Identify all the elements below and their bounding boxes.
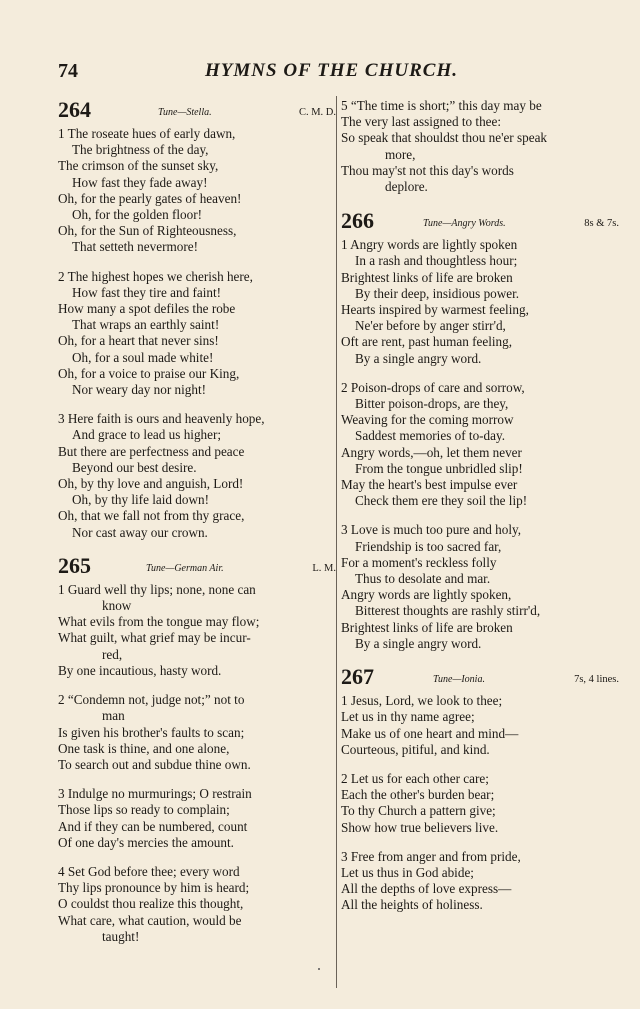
hymn-meter: L. M. xyxy=(312,562,336,574)
hymn-number: 264 xyxy=(58,97,91,122)
verse-line: Each the other's burden bear; xyxy=(341,787,495,803)
verse-line: 2 The highest hopes we cherish here, xyxy=(58,268,253,284)
verse-line: Hearts inspired by warmest feeling, xyxy=(341,302,529,318)
verse-line: Those lips so ready to complain; xyxy=(58,802,230,818)
verse-line: Saddest memories of to-day. xyxy=(355,428,506,444)
verse-line: 1 The roseate hues of early dawn, xyxy=(58,126,236,141)
hymn-tune: Tune—Stella. xyxy=(158,107,212,118)
stanza xyxy=(58,411,338,541)
verse-line: From the tongue unbridled slip! xyxy=(355,460,523,476)
verse-line: Oh, by thy life laid down! xyxy=(72,492,209,508)
verse-line: 4 Set God before thee; every word xyxy=(58,863,240,879)
verse-line: deplore. xyxy=(385,179,428,195)
verse-line: taught! xyxy=(102,928,140,944)
verse-line: Oh, for the pearly gates of heaven! xyxy=(58,190,242,206)
verse-line: What evils from the tongue may flow; xyxy=(58,614,260,630)
verse-line: So speak that shouldst thou ne'er speak xyxy=(341,130,548,146)
verse-line: What guilt, what grief may be incur- xyxy=(58,630,251,646)
verse-line: The crimson of the sunset sky, xyxy=(58,158,219,174)
verse-line: By a single angry word. xyxy=(355,635,482,651)
running-title: HYMNS OF THE CHURCH. xyxy=(205,60,458,81)
verse-line: By one incautious, hasty word. xyxy=(58,662,222,678)
hymn-266 xyxy=(341,209,621,652)
verse-line: 5 “The time is short;” this day may be xyxy=(341,98,542,113)
verse-line: 2 Poison-drops of care and sorrow, xyxy=(341,379,525,395)
verse-line: Make us of one heart and mind— xyxy=(341,725,519,741)
verse-line: more, xyxy=(385,146,416,162)
hymn-meter: 7s, 4 lines. xyxy=(574,674,619,686)
verse-line: How fast they fade away! xyxy=(72,174,208,190)
hymn-tune: Tune—Angry Words. xyxy=(423,218,506,230)
verse-line: For a moment's reckless folly xyxy=(341,554,497,570)
hymn-264 xyxy=(58,98,338,541)
verse-line: 2 Let us for each other care; xyxy=(341,770,489,786)
hymn-tune: Tune—German Air. xyxy=(146,562,224,574)
hymn-heading xyxy=(341,665,621,691)
verse-line: May the heart's best impulse ever xyxy=(341,477,518,493)
verse-line: Angry words are lightly spoken, xyxy=(341,587,512,603)
stanza xyxy=(58,786,338,851)
verse-line: In a rash and thoughtless hour; xyxy=(355,253,518,269)
verse-line: What care, what caution, would be xyxy=(58,912,242,928)
hymn-number: 266 xyxy=(341,208,374,234)
verse-line: Let us in thy name agree; xyxy=(341,709,475,725)
verse-line: All the depths of love express— xyxy=(341,881,512,897)
verse-line: know xyxy=(102,598,132,614)
verse-line: Oh, that we fall not from thy grace, xyxy=(58,508,245,524)
verse-line: The brightness of the day, xyxy=(72,142,209,158)
verse-line: Angry words,—oh, let them never xyxy=(341,444,522,460)
stanza xyxy=(341,237,621,367)
hymn-meter: 8s & 7s. xyxy=(584,218,619,230)
page-number: 74 xyxy=(58,60,78,82)
hymn-number: 265 xyxy=(58,552,91,578)
verse-line: Of one day's mercies the amount. xyxy=(58,834,234,850)
verse-line: That wraps an earthly saint! xyxy=(72,317,220,333)
verse-line: By their deep, insidious power. xyxy=(355,285,520,301)
hymn-heading xyxy=(341,209,621,235)
verse-line: O couldst thou realize this thought, xyxy=(58,896,244,912)
print-speck xyxy=(318,968,320,970)
stanza xyxy=(58,126,338,256)
verse-line: 1 Jesus, Lord, we look to thee; xyxy=(341,693,503,709)
hymn-heading xyxy=(58,98,338,124)
verse-line: Ne'er before by anger stirr'd, xyxy=(355,318,506,334)
verse-line: Oh, for a soul made white! xyxy=(72,349,214,365)
verse-line: Oh, for the golden floor! xyxy=(72,207,203,223)
stanza xyxy=(341,380,621,510)
hymn-number: 267 xyxy=(341,664,374,690)
verse-line: Check them ere they soil the lip! xyxy=(355,493,528,509)
hymn-265 xyxy=(58,554,338,945)
right-column xyxy=(341,98,621,927)
verse-line: One task is thine, and one alone, xyxy=(58,740,230,756)
stanza xyxy=(341,849,621,914)
verse-line: Oh, for the Sun of Righteousness, xyxy=(58,223,237,239)
verse-line: 1 Guard well thy lips; none, none can xyxy=(58,581,256,597)
stanza xyxy=(58,692,338,773)
verse-line: Is given his brother's faults to scan; xyxy=(58,724,245,740)
hymn-meter: C. M. D. xyxy=(298,107,336,118)
verse-line: Thus to desolate and mar. xyxy=(355,571,491,587)
verse-line: Brightest links of life are broken xyxy=(341,269,513,285)
verse-line: 1 Angry words are lightly spoken xyxy=(341,237,518,253)
stanza-continued xyxy=(341,98,621,195)
verse-line: To search out and subdue thine own. xyxy=(58,756,251,772)
stanza xyxy=(58,269,338,399)
verse-line: But there are perfectness and peace xyxy=(58,443,245,459)
verse-line: Bitter poison-drops, are they, xyxy=(355,396,509,412)
verse-line: Let us thus in God abide; xyxy=(341,864,474,880)
verse-line: 2 “Condemn not, judge not;” not to xyxy=(58,692,245,708)
stanza xyxy=(341,693,621,758)
verse-line: Brightest links of life are broken xyxy=(341,619,513,635)
verse-line: Thou may'st not this day's words xyxy=(341,162,514,178)
verse-line: Weaving for the coming morrow xyxy=(341,412,514,428)
verse-line: 3 Free from anger and from pride, xyxy=(341,848,521,864)
verse-line: Oh, by thy love and anguish, Lord! xyxy=(58,476,244,492)
verse-line: And grace to lead us higher; xyxy=(72,427,222,443)
verse-line: And if they can be numbered, count xyxy=(58,818,248,834)
verse-line: That setteth nevermore! xyxy=(72,239,198,255)
verse-line: Nor cast away our crown. xyxy=(72,524,208,540)
verse-line: man xyxy=(102,708,125,724)
stanza xyxy=(341,522,621,652)
stanza xyxy=(58,582,338,679)
page-header xyxy=(0,58,640,88)
verse-line: Friendship is too sacred far, xyxy=(355,538,502,554)
verse-line: 3 Indulge no murmurings; O restrain xyxy=(58,786,252,802)
verse-line: Show how true believers live. xyxy=(341,819,499,835)
verse-line: By a single angry word. xyxy=(355,350,482,366)
verse-line: Courteous, pitiful, and kind. xyxy=(341,741,490,757)
verse-line: Beyond our best desire. xyxy=(72,459,197,475)
verse-line: The very last assigned to thee: xyxy=(341,114,502,130)
verse-line: 3 Here faith is ours and heavenly hope, xyxy=(58,411,265,427)
verse-line: 3 Love is much too pure and holy, xyxy=(341,522,522,538)
verse-line: red, xyxy=(102,646,123,662)
verse-line: How fast they tire and faint! xyxy=(72,284,222,300)
verse-line: To thy Church a pattern give; xyxy=(341,803,496,819)
hymn-tune: Tune—Ionia. xyxy=(433,674,485,686)
hymn-267 xyxy=(341,665,621,913)
verse-line: Nor weary day nor night! xyxy=(72,382,207,398)
verse-line: Thy lips pronounce by him is heard; xyxy=(58,880,250,896)
stanza xyxy=(58,864,338,945)
verse-line: Oh, for a heart that never sins! xyxy=(58,333,219,349)
stanza xyxy=(341,771,621,836)
hymn-heading xyxy=(58,554,338,580)
left-column xyxy=(58,98,338,958)
verse-line: How many a spot defiles the robe xyxy=(58,301,236,317)
verse-line: All the heights of holiness. xyxy=(341,897,483,913)
verse-line: Bitterest thoughts are rashly stirr'd, xyxy=(355,603,541,619)
verse-line: Oh, for a voice to praise our King, xyxy=(58,365,240,381)
verse-line: Oft are rent, past human feeling, xyxy=(341,334,513,350)
